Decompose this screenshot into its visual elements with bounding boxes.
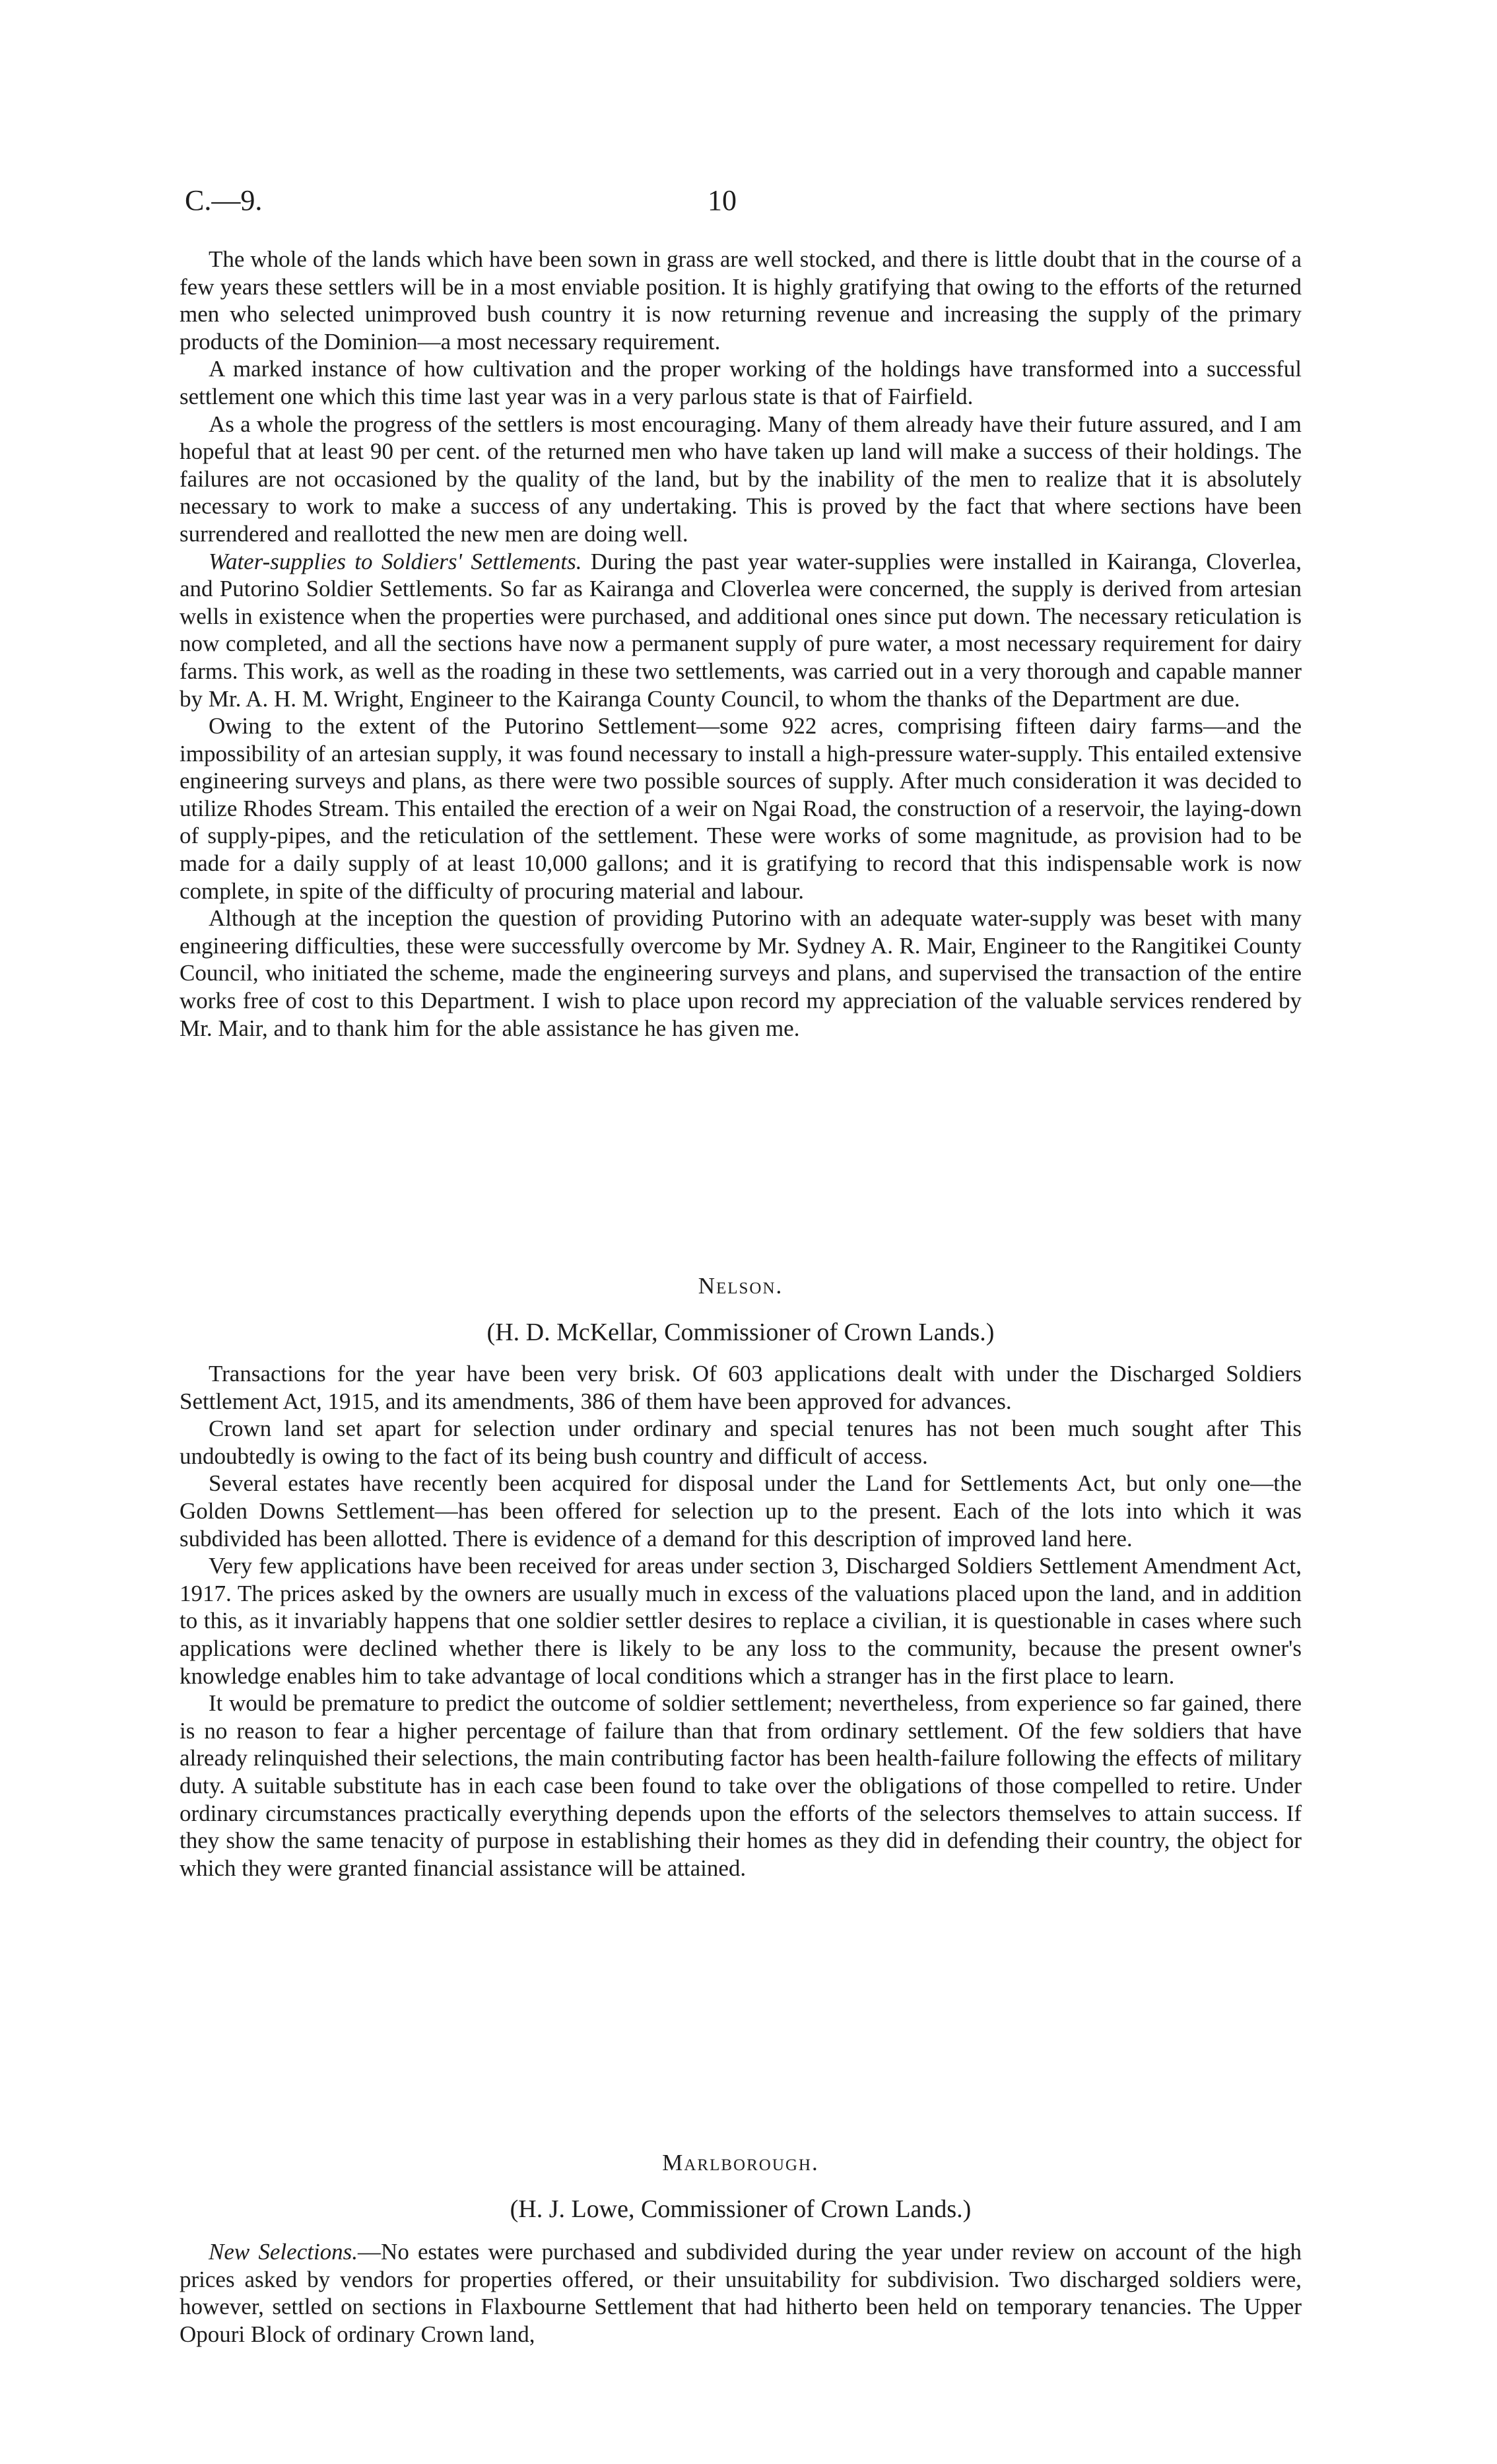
new-selections-label: New Selections. — [209, 2239, 358, 2265]
body-paragraph: Although at the inception the question of providing Putorino with an adequate water-supply was beset with many engineering difficulties, these were successfully overcome by Mr. Sydney A. R. Mair, Engineer to the Rangitikei County Council, who initiated the scheme, made the engineering surveys and plans, and supervised the transaction of the entire works free of cost to this Department. I wish to place upon record my appreciation of the valuable services rendered by Mr. Mair, and to thank him for the able assistance he has given me. — [180, 905, 1302, 1041]
new-selections-text: —No estates were purchased and subdivided during the year under review on account of the high prices asked by vendors for properties offered, or their unsuitability for subdivision. Two discharged soldiers were, however, settled on sections in Flaxbourne Settlement that had hitherto been held on temporary tenancies. The Upper Opouri Block of ordinary Crown land, — [180, 2239, 1302, 2347]
nelson-commissioner: (H. D. McKellar, Commissioner of Crown Lands.) — [486, 1318, 995, 1346]
body-paragraph: It would be premature to predict the outcome of soldier settlement; nevertheless, from experience so far gained, there is no reason to fear a higher percentage of failure than that from ordinary settlement. Of the few soldiers that have already relinquished their selections, the main contributing factor has been health-failure following the effects of military duty. A suitable substitute has in each case been found to take over the obligations of those compelled to retire. Under ordinary circumstances practically everything depends upon the efforts of the selectors themselves to attain success. If they show the same tenacity of purpose in establishing their homes as they did in defending their country, the object for which they were granted financial assistance will be attained. — [180, 1690, 1302, 1881]
marlborough-commissioner: (H. J. Lowe, Commissioner of Crown Lands.) — [510, 2195, 972, 2223]
fairfield-section — [180, 246, 1302, 1042]
marlborough-section — [180, 2238, 1302, 2348]
body-paragraph: A marked instance of how cultivation and the proper working of the holdings have transformed into a successful settlement one which this time last year was in a very parlous state is that of Fairfield. — [180, 356, 1302, 409]
body-paragraph: Crown land set apart for selection under ordinary and special tenures has not been much sought after This undoubtedly is owing to the fact of its being bush country and difficult of access. — [180, 1416, 1302, 1469]
body-paragraph: Several estates have recently been acquired for disposal under the Land for Settlements Act, but only one—the Golden Downs Settlement—has been offered for selection up to the present. Each of the lots into which it was subdivided has been allotted. There is evidence of a demand for this description of improved land here. — [180, 1470, 1302, 1552]
water-supplies-heading: Water-supplies to Soldiers' Settlements. — [209, 548, 582, 574]
nelson-section — [180, 1360, 1302, 1882]
water-supplies-text: During the past year water-supplies were installed in Kairanga, Cloverlea, and Putorino Soldier Settlements. So far as Kairanga and Cloverlea were concerned, the supply is derived from artesian wells in existence when the properties were purchased, and additional ones since put down. The necessary reticulation is now completed, and all the sections have now a permanent supply of pure water, a most necessary requirement for dairy farms. This work, as well as the roading in these two settlements, was carried out in a very thorough and capable manner by Mr. A. H. M. Wright, Engineer to the Kairanga County Council, to whom the thanks of the Department are due. — [180, 548, 1302, 712]
water-supplies-paragraph — [180, 548, 1302, 713]
body-paragraph: Owing to the extent of the Putorino Settlement—some 922 acres, comprising fifteen dairy farms—and the impossibility of an artesian supply, it was found necessary to install a high-pressure water-supply. This entailed extensive engineering surveys and plans, as there were two possible sources of supply. After much consideration it was decided to utilize Rhodes Stream. This entailed the erection of a weir on Ngai Road, the construction of a reservoir, the laying-down of supply-pipes, and the reticulation of the settlement. These were works of some magnitude, as provision had to be made for a daily supply of at least 10,000 gallons; and it is gratifying to record that this indispensable work is now complete, in spite of the difficulty of procuring material and labour. — [180, 713, 1302, 904]
body-paragraph: As a whole the progress of the settlers is most encouraging. Many of them already have their future assured, and I am hopeful that at least 90 per cent. of the returned men who have taken up land will make a success of their holdings. The failures are not occasioned by the quality of the land, but by the inability of the men to realize that it is absolutely necessary to work to make a success of any undertaking. This is proved by the fact that where sections have been surrendered and reallotted the new men are doing well. — [180, 411, 1302, 547]
body-paragraph: Very few applications have been received for areas under section 3, Discharged Soldiers Settlement Amendment Act, 1917. The prices asked by the owners are usually much in excess of the valuations placed upon the land, and in addition to this, as it invariably happens that one soldier settler desires to replace a civilian, it is questionable in cases where such applications were declined whether there is likely to be any loss to the community, because the present owner's knowledge enables him to take advantage of local conditions which a stranger has in the first place to learn. — [180, 1553, 1302, 1689]
body-paragraph: Transactions for the year have been very brisk. Of 603 applications dealt with under the Discharged Soldiers Settlement Act, 1915, and its amendments, 386 of them have been approved for advances. — [180, 1361, 1302, 1414]
report-code: C.—9. — [185, 184, 263, 217]
page-number: 10 — [708, 184, 737, 217]
nelson-heading: Nelson. — [698, 1273, 783, 1299]
body-paragraph: The whole of the lands which have been sown in grass are well stocked, and there is little doubt that in the course of a few years these settlers will be in a most enviable position. It is highly gratifying that owing to the efforts of the returned men who selected unimproved bush country it is now returning revenue and increasing the supply of the primary products of the Dominion—a most necessary requirement. — [180, 246, 1302, 355]
new-selections-paragraph — [180, 2238, 1302, 2348]
marlborough-heading: Marlborough. — [662, 2150, 819, 2175]
